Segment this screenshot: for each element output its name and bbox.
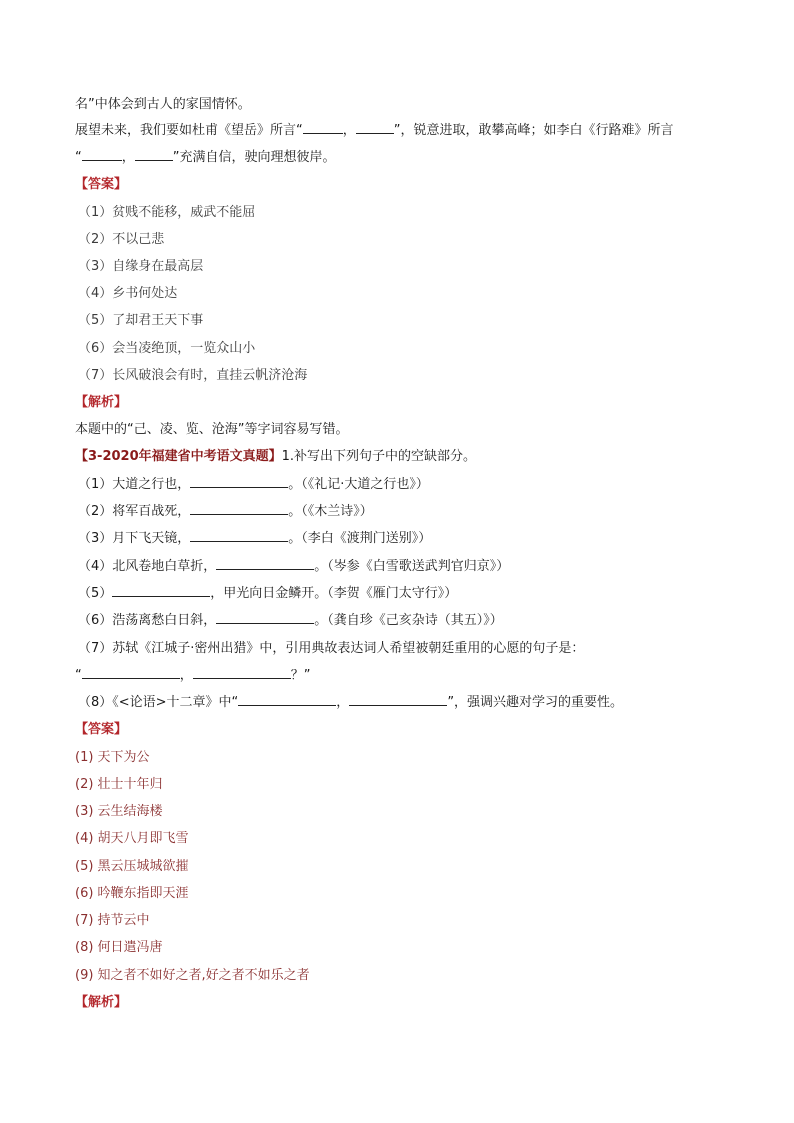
intro-line-2 <box>75 122 674 140</box>
item-pre: （2）将军百战死， <box>78 504 191 519</box>
answer-item: (4) 胡天八月即飞雪 <box>75 831 189 846</box>
open-quote: “ <box>75 668 82 683</box>
blank <box>356 122 394 134</box>
blank <box>238 694 336 706</box>
answer-item: （2）不以己悲 <box>78 232 165 247</box>
item-post: 。（《礼记·大道之行也》） <box>288 477 429 492</box>
blank <box>190 503 288 515</box>
analysis-text: 本题中的“己、凌、览、沧海”等字词容易写错。 <box>75 422 349 437</box>
question-item-7-blanks <box>75 667 311 685</box>
blank <box>349 694 447 706</box>
item-post: 。（《木兰诗》） <box>288 504 373 519</box>
intro-line-1: 名”中体会到古人的家国情怀。 <box>75 97 251 112</box>
comma: ， <box>121 150 135 165</box>
answer-item: （1）贫贱不能移，威武不能屈 <box>78 205 256 220</box>
blank <box>193 667 291 679</box>
item-post: ，甲光向日金鳞开。（李贺《雁门太守行》） <box>210 586 458 601</box>
comma: ， <box>336 695 350 710</box>
intro-line-2-pre: 展望未来，我们要如杜甫《望岳》所言“ <box>75 123 303 138</box>
question-item <box>78 558 509 576</box>
answer-item: (7) 持节云中 <box>75 913 150 928</box>
item-post: 。（岑参《白雪歌送武判官归京》） <box>314 559 510 574</box>
question-item <box>78 476 429 494</box>
answer-item: (2) 壮士十年归 <box>75 777 163 792</box>
source-label: 【3-2020年福建省中考语文真题】 <box>75 449 282 464</box>
answer-item: （7）长风破浪会有时，直挂云帆济沧海 <box>78 368 308 383</box>
answer-item: (1) 天下为公 <box>75 750 150 765</box>
blank <box>190 530 288 542</box>
blank <box>82 667 180 679</box>
blank <box>135 149 173 161</box>
item-pre: （4）北风卷地白草折， <box>78 559 217 574</box>
item-post: ”，强调兴趣对学习的重要性。 <box>447 695 624 710</box>
blank <box>112 585 210 597</box>
blank <box>303 122 343 134</box>
answer-item: （3）自缘身在最高层 <box>78 259 204 274</box>
answer-header: 【答案】 <box>75 177 128 192</box>
question-item <box>78 585 457 603</box>
item-post: 。（龚自珍《己亥杂诗（其五）》） <box>314 613 503 628</box>
item-pre: （8）《<论语>十二章》中“ <box>78 695 239 710</box>
question-item <box>78 530 431 548</box>
question-item <box>78 503 373 521</box>
question-header <box>75 448 476 466</box>
open-quote: “ <box>75 150 82 165</box>
item-pre: （5） <box>78 586 113 601</box>
intro-line-3 <box>75 149 336 167</box>
blank <box>216 612 314 624</box>
analysis-header: 【解析】 <box>75 395 128 410</box>
question-item-8 <box>78 694 623 712</box>
item-post: 。（李白《渡荆门送别》） <box>288 531 432 546</box>
blank <box>216 558 314 570</box>
question-item-7: （7）苏轼《江城子·密州出猎》中，引用典故表达词人希望被朝廷重用的心愿的句子是： <box>78 641 585 656</box>
answer-item: （6）会当凌绝顶，一览众山小 <box>78 341 256 356</box>
answer-item: (6) 吟鞭东指即天涯 <box>75 886 189 901</box>
question-item <box>78 612 503 630</box>
question-prompt: 1.补写出下列句子中的空缺部分。 <box>281 449 477 464</box>
item-pre: （3）月下飞天镜， <box>78 531 191 546</box>
comma: ， <box>342 123 356 138</box>
answer-item: （5）了却君王天下事 <box>78 313 204 328</box>
blank <box>190 476 288 488</box>
item-pre: （1）大道之行也， <box>78 477 191 492</box>
intro-line-2-post: ”，锐意进取，敢攀高峰；如李白《行路难》所言 <box>393 123 674 138</box>
answer-item: (5) 黑云压城城欲摧 <box>75 859 189 874</box>
blank <box>82 149 122 161</box>
item-pre: （6）浩荡离愁白日斜， <box>78 613 217 628</box>
answer-item: (3) 云生结海楼 <box>75 804 163 819</box>
comma: ， <box>179 668 193 683</box>
answer-item: (9) 知之者不如好之者,好之者不如乐之者 <box>75 968 310 983</box>
answer-item: （4）乡书何处达 <box>78 286 178 301</box>
answer-header: 【答案】 <box>75 722 128 737</box>
close-quote: ？” <box>290 668 311 683</box>
answer-item: (8) 何日遣冯唐 <box>75 940 163 955</box>
intro-line-3-post: ”充满自信，驶向理想彼岸。 <box>172 150 336 165</box>
analysis-header: 【解析】 <box>75 995 128 1010</box>
